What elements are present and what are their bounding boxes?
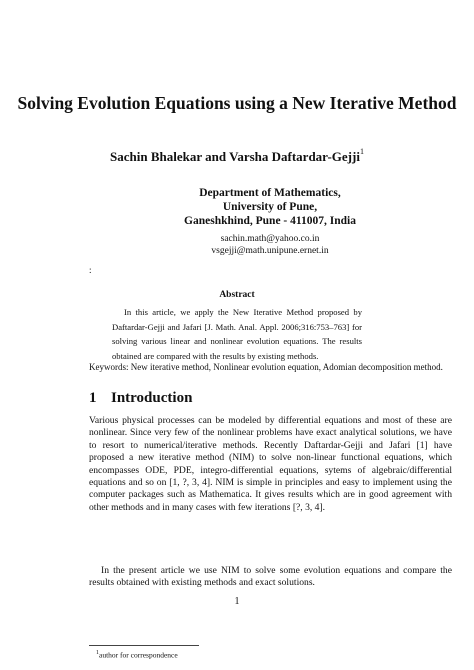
footnote-text: author for correspondence (99, 650, 178, 660)
footnote-mark: 1 (96, 650, 99, 656)
footnote-rule (89, 645, 199, 646)
abstract-text: In this article, we apply the New Iterative Method proposed by Daftardar-Gejji and Jafari [J. Math. Anal. Appl. 2006;316:753–763] for solving various linear and nonlinear evolution equations. The results obtained are compared with the results by existing methods. (112, 307, 362, 361)
affiliation-line-2: University of Pune, (222, 201, 318, 213)
paper-authors (0, 149, 474, 165)
section-heading (89, 390, 192, 407)
abstract-heading: Abstract (219, 290, 255, 300)
intro-paragraph-2: In the present article we use NIM to solve some evolution equations and compare the results obtained with existing methods and exact solutions. (89, 565, 452, 589)
author-names: Sachin Bhalekar and Varsha Daftardar-Gejji (110, 149, 360, 164)
author-footnote-mark: 1 (359, 147, 364, 156)
intro-paragraph-1: Various physical processes can be modeled by differential equations and most of these are nonlinear. Since very few of the nonlinear problems have exact analytical solutions, we have to resort to numerical/iterative methods. Recently Daftardar-Gejji and Jafari [1] have proposed a new iterative method (NIM) to solve non-linear functional equations, which encompasses ODE, PDE, integro-differential equations, sytems of algebraic/differential equations and so on [1, ?, 3, 4]. NIM is simple in principles and easy to implement using the computer packages such as Mathematica. It gives results which are in good agreement with other methods and in many cases with few iterations [?, 3, 4]. (89, 415, 452, 513)
section-number: 1 (89, 390, 97, 406)
page-number: 1 (234, 596, 240, 607)
email-1: sachin.math@yahoo.co.in (220, 234, 320, 244)
affiliation-line-1: Department of Mathematics, (199, 187, 341, 199)
footnote (96, 650, 178, 660)
email-2: vsgejji@math.unipune.ernet.in (211, 246, 329, 256)
author-emails (140, 233, 400, 257)
keywords: Keywords: New iterative method, Nonlinear evolution equation, Adomian decomposition method. (89, 362, 443, 372)
section-title: Introduction (111, 390, 193, 406)
affiliation-line-3: Ganeshkhind, Pune - 411007, India (184, 215, 356, 227)
affiliation (140, 186, 400, 228)
stray-colon: : (89, 265, 92, 275)
paper-title: Solving Evolution Equations using a New Iterative Method (17, 93, 457, 113)
